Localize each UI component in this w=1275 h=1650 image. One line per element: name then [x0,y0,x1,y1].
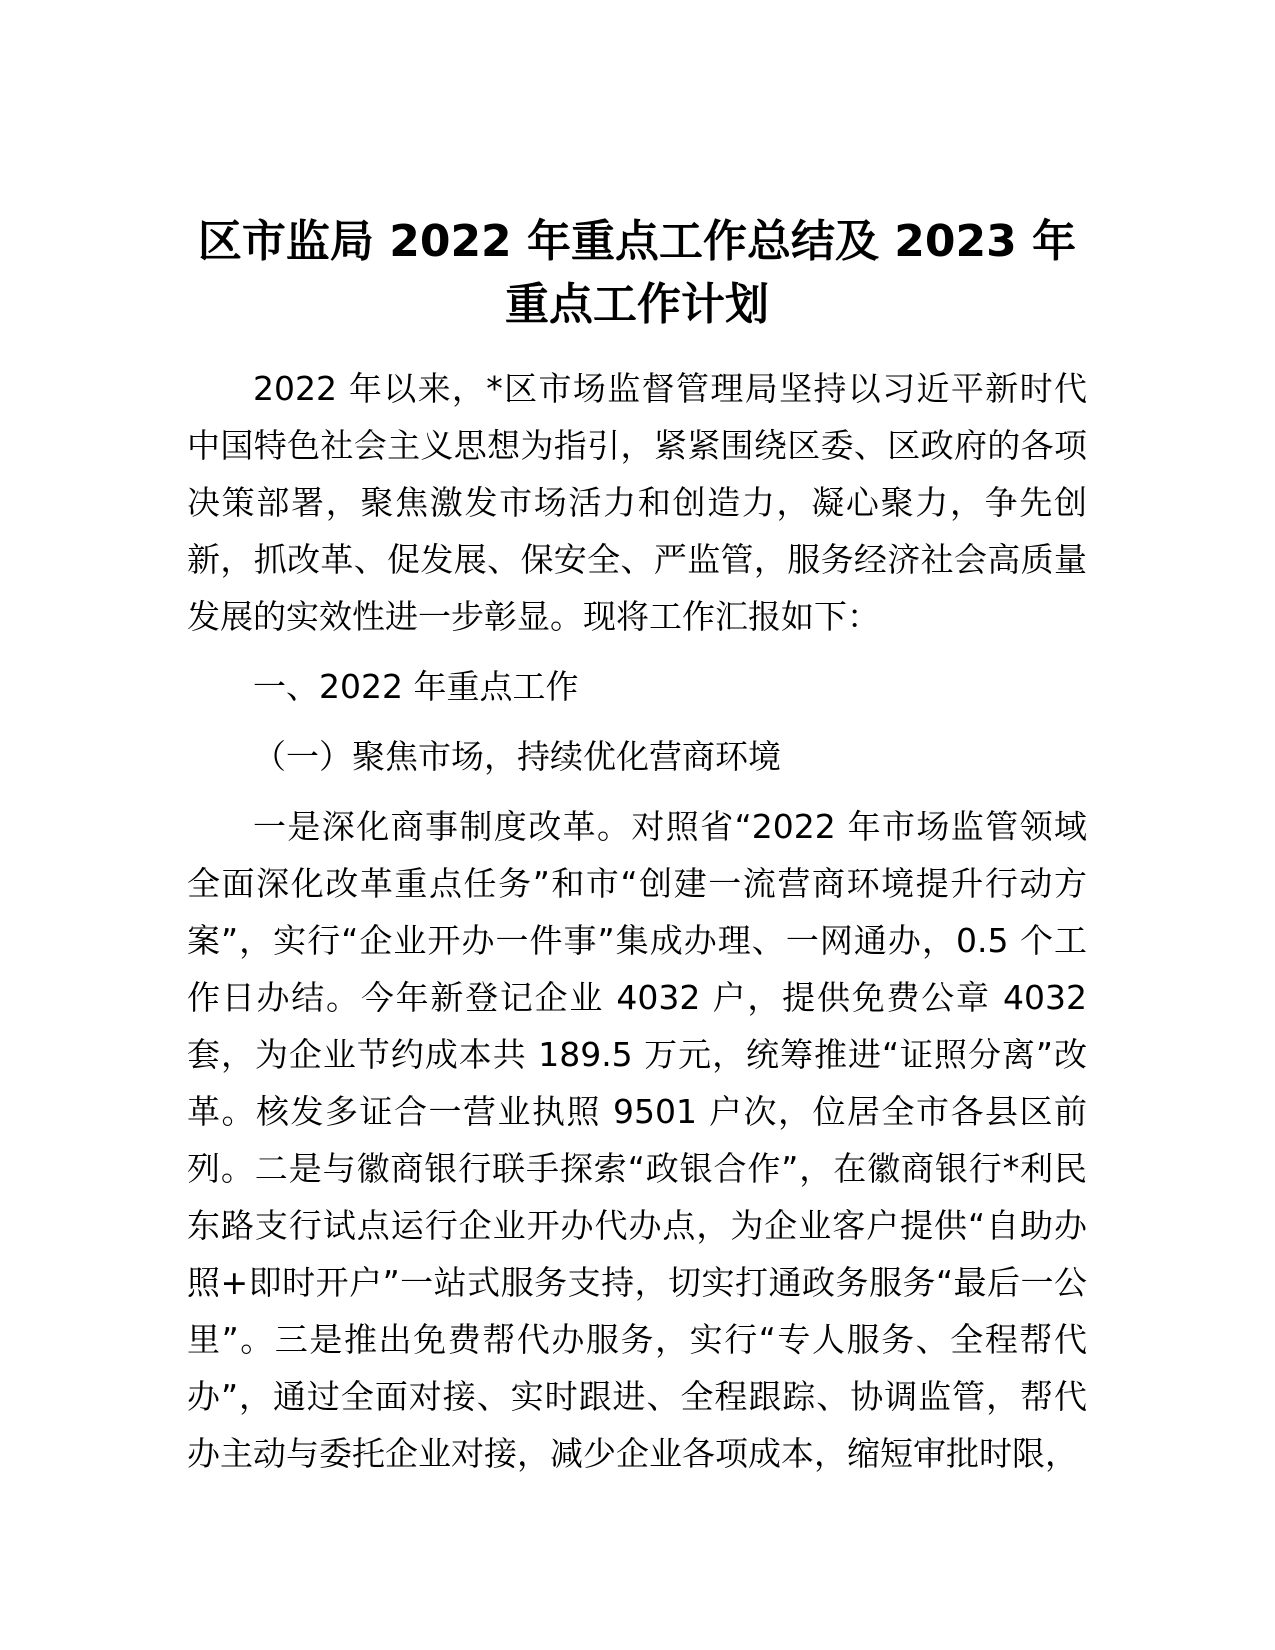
paragraph-intro: 2022 年以来，*区市场监督管理局坚持以习近平新时代中国特色社会主义思想为指引，紧紧围绕区委、区政府的各项决策部署，聚焦激发市场活力和创造力，凝心聚力，争先创新，抓改革、促发展、保安全、严监管，服务经济社会高质量发展的实效性进一步彰显。现将工作汇报如下： [187,369,1087,636]
heading-section-1: 一、2022 年重点工作 [253,667,579,706]
heading-subsection-1-1: （一）聚焦市场，持续优化营商环境 [253,737,781,776]
paragraph-section-1-body: 一是深化商事制度改革。对照省“2022 年市场监管领域全面深化改革重点任务”和市“创建一流营商环境提升行动方案”，实行“企业开办一件事”集成办理、一网通办，0.5 个工作日办结。今年新登记企业 4032 户，提供免费公章 4032 套，为企业节约成本共 189.5 万元，统筹推进“证照分离”改革。核发多证合一营业执照 9501 户次，位居全市各县区前列。二是与徽商银行联手探索“政银合作”，在徽商银行*利民东路支行试点运行企业开办代办点，为企业客户提供“自助办照+即时开户”一站式服务支持，切实打通政务服务“最后一公里”。三是推出免费帮代办服务，实行“专人服务、全程帮代办”，通过全面对接、实时跟进、全程跟踪、协调监管，帮代办主动与委托企业对接，减少企业各项成本，缩短审批时限， [187,807,1087,1473]
document-title: 区市监局 2022 年重点工作总结及 2023 年重点工作计划 [197,216,1077,330]
